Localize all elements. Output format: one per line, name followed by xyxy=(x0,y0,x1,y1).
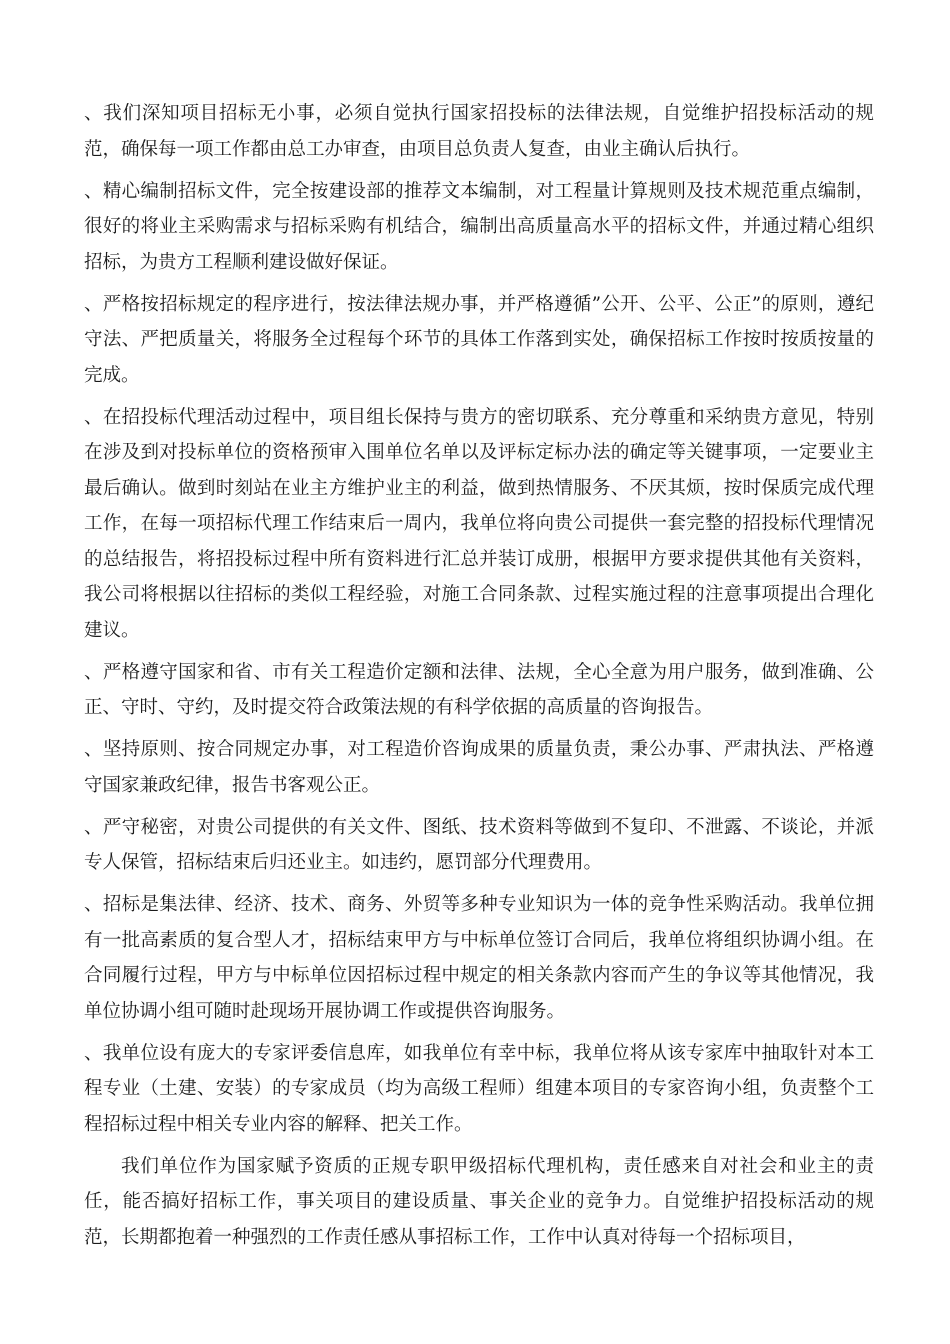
paragraph-2: 、精心编制招标文件，完全按建设部的推荐文本编制，对工程量计算规则及技术规范重点编制，很好的将业主采购需求与招标采购有机结合，编制出高质量高水平的招标文件，并通过精心组织招标，为贵方工程顺利建设做好保证。 xyxy=(84,180,874,273)
paragraph-10: 我们单位作为国家赋予资质的正规专职甲级招标代理机构，责任感来自对社会和业主的责任，能否搞好招标工作，事关项目的建设质量、事关企业的竞争力。自觉维护招投标活动的规范，长期都抱着一种强烈的工作责任感从事招标工作，工作中认真对待每一个招标项目， xyxy=(84,1155,874,1248)
paragraph-1: 、我们深知项目招标无小事，必须自觉执行国家招投标的法律法规，自觉维护招投标活动的规范，确保每一项工作都由总工办审查，由项目总负责人复查，由业主确认后执行。 xyxy=(84,103,874,160)
paragraph-6: 、坚持原则、按合同规定办事，对工程造价咨询成果的质量负责，秉公办事、严肃执法、严格遵守国家兼政纪律，报告书客观公正。 xyxy=(84,739,874,796)
paragraph-9: 、我单位设有庞大的专家评委信息库，如我单位有幸中标，我单位将从该专家库中抽取针对本工程专业（土建、安装）的专家成员（均为高级工程师）组建本项目的专家咨询小组，负责整个工程招标过程中相关专业内容的解释、把关工作。 xyxy=(84,1042,874,1135)
paragraph-4: 、在招投标代理活动过程中，项目组长保持与贵方的密切联系、充分尊重和采纳贵方意见，特别在涉及到对投标单位的资格预审入围单位名单以及评标定标办法的确定等关键事项，一定要业主最后确认。做到时刻站在业主方维护业主的利益，做到热情服务、不厌其烦，按时保质完成代理工作，在每一项招标代理工作结束后一周内，我单位将向贵公司提供一套完整的招投标代理情况的总结报告，将招投标过程中所有资料进行汇总并装订成册，根据甲方要求提供其他有关资料，我公司将根据以往招标的类似工程经验，对施工合同条款、过程实施过程的注意事项提出合理化建议。 xyxy=(84,406,874,641)
document-page xyxy=(84,96,874,1262)
paragraph-3: 、严格按招标规定的程序进行，按法律法规办事，并严格遵循”公开、公平、公正”的原则，遵纪守法、严把质量关，将服务全过程每个环节的具体工作落到实处，确保招标工作按时按质按量的完成。 xyxy=(84,293,874,386)
paragraph-7: 、严守秘密，对贵公司提供的有关文件、图纸、技术资料等做到不复印、不泄露、不谈论，并派专人保管，招标结束后归还业主。如违约，愿罚部分代理费用。 xyxy=(84,816,874,873)
paragraph-8: 、招标是集法律、经济、技术、商务、外贸等多种专业知识为一体的竞争性采购活动。我单位拥有一批高素质的复合型人才，招标结束甲方与中标单位签订合同后，我单位将组织协调小组。在合同履行过程，甲方与中标单位因招标过程中规定的相关条款内容而产生的争议等其他情况，我单位协调小组可随时赴现场开展协调工作或提供咨询服务。 xyxy=(84,894,874,1022)
paragraph-5: 、严格遵守国家和省、市有关工程造价定额和法律、法规，全心全意为用户服务，做到准确、公正、守时、守约，及时提交符合政策法规的有科学依据的高质量的咨询报告。 xyxy=(84,661,874,718)
